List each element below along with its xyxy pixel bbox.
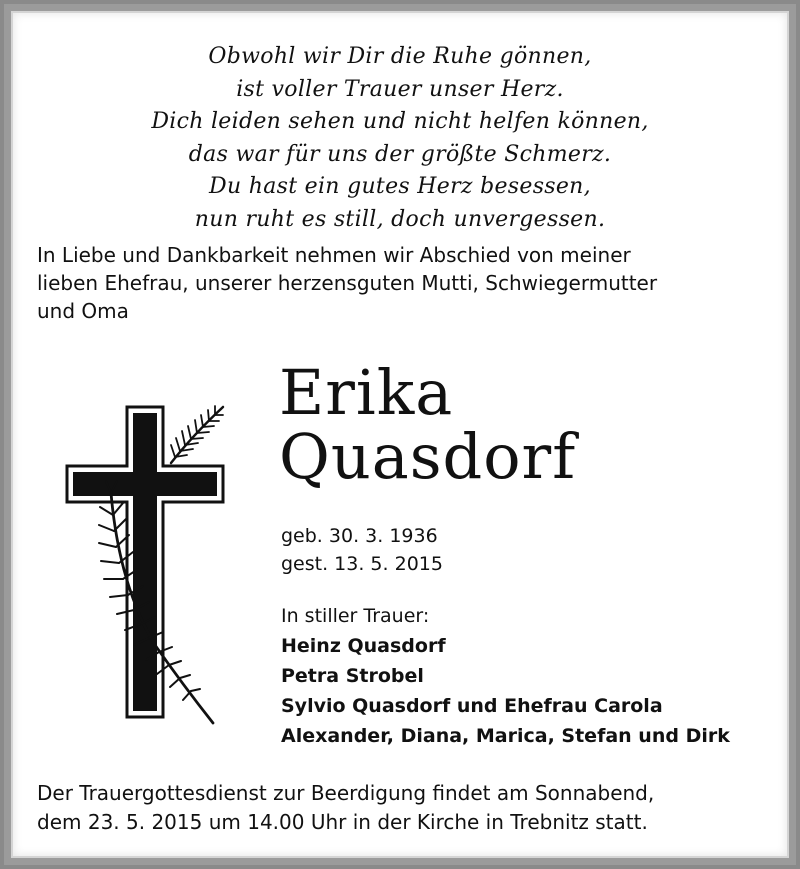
poem-line: nun ruht es still, doch unvergessen. (194, 206, 606, 232)
poem-line: Du hast ein gutes Herz besessen, (209, 174, 591, 199)
obituary-notice (4, 4, 796, 865)
palm-frond-upper (171, 406, 223, 463)
poem-line: Obwohl wir Dir die Ruhe gönnen, (208, 44, 592, 69)
poem-line: das war für uns der größte Schmerz. (188, 141, 612, 167)
mourner-name: Alexander, Diana, Marica, Stefan und Dirk (281, 725, 730, 747)
intro-line: und Oma (37, 299, 129, 323)
poem-line: ist voller Trauer unser Herz. (236, 76, 564, 102)
first-name: Erika (279, 356, 454, 429)
mourners-list (281, 601, 730, 751)
farewell-intro (37, 241, 757, 325)
life-dates (281, 522, 443, 578)
service-line: dem 23. 5. 2015 um 14.00 Uhr in der Kirche in Trebnitz statt. (37, 810, 648, 834)
intro-line: lieben Ehefrau, unserer herzensguten Mutti, Schwiegermutter (37, 271, 658, 295)
mourner-name: Heinz Quasdorf (281, 635, 446, 657)
birth-date: geb. 30. 3. 1936 (281, 525, 438, 547)
mourner-name: Sylvio Quasdorf und Ehefrau Carola (281, 695, 663, 717)
service-line: Der Trauergottesdienst zur Beerdigung findet am Sonnabend, (37, 781, 655, 805)
cross-with-palm-branches-icon (63, 395, 235, 731)
mourners-heading: In stiller Trauer: (281, 605, 430, 627)
funeral-service-info (37, 779, 767, 837)
poem-line: Dich leiden sehen und nicht helfen können, (151, 109, 649, 134)
intro-line: In Liebe und Dankbarkeit nehmen wir Abschied von meiner (37, 243, 631, 267)
memorial-poem (11, 41, 789, 236)
cross-icon (67, 407, 223, 717)
death-date: gest. 13. 5. 2015 (281, 553, 443, 575)
deceased-name (279, 356, 577, 493)
last-name: Quasdorf (279, 420, 577, 493)
mourner-name: Petra Strobel (281, 665, 424, 687)
